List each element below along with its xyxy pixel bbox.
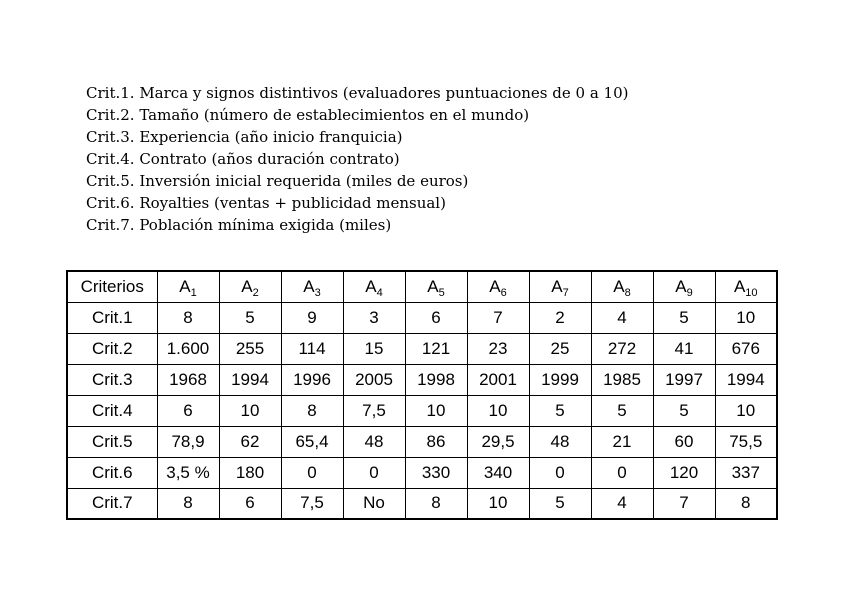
table-cell: 1996 (281, 364, 343, 395)
alternative-letter: A (733, 276, 746, 296)
table-cell: 676 (715, 333, 777, 364)
legend-item-crit-5: Crit.5. Inversión inicial requerida (miles de euros) (86, 172, 469, 190)
table-cell: 21 (591, 426, 653, 457)
alternative-subscript: 2 (252, 286, 259, 299)
table-cell: 10 (715, 302, 777, 333)
table-cell: 10 (467, 488, 529, 519)
row-label: Crit.6 (67, 457, 157, 488)
alternative-subscript: 6 (500, 286, 507, 299)
table-cell: 1994 (715, 364, 777, 395)
table-row (67, 426, 777, 457)
table-cell: 4 (591, 488, 653, 519)
alternative-letter: A (489, 276, 501, 296)
table-cell: 3,5 % (157, 457, 219, 488)
alternative-subscript: 8 (624, 286, 631, 299)
table-cell: 41 (653, 333, 715, 364)
table-cell: 3 (343, 302, 405, 333)
header-alternative (157, 271, 219, 302)
table-cell: No (343, 488, 405, 519)
table-cell: 10 (219, 395, 281, 426)
table-cell: 10 (715, 395, 777, 426)
table-cell: 272 (591, 333, 653, 364)
alternative-letter: A (675, 276, 687, 296)
table-cell: 7,5 (281, 488, 343, 519)
table-cell: 6 (157, 395, 219, 426)
table-cell: 1998 (405, 364, 467, 395)
header-alternative (219, 271, 281, 302)
alternative-letter: A (427, 276, 439, 296)
table-cell: 340 (467, 457, 529, 488)
table-cell: 1985 (591, 364, 653, 395)
table-cell: 120 (653, 457, 715, 488)
alternative-subscript: 7 (562, 286, 569, 299)
alternative-subscript: 1 (190, 286, 197, 299)
alternative-letter: A (613, 276, 625, 296)
table-cell: 8 (157, 302, 219, 333)
table-cell: 1994 (219, 364, 281, 395)
table-cell: 2 (529, 302, 591, 333)
alternative-letter: A (179, 276, 191, 296)
row-label: Crit.4 (67, 395, 157, 426)
table-row (67, 488, 777, 519)
criteria-table (66, 270, 778, 520)
table-cell: 8 (281, 395, 343, 426)
table-cell: 0 (343, 457, 405, 488)
table-cell: 8 (715, 488, 777, 519)
table-cell: 4 (591, 302, 653, 333)
table-cell: 10 (405, 395, 467, 426)
table-cell: 48 (343, 426, 405, 457)
table-cell: 1997 (653, 364, 715, 395)
header-alternative (653, 271, 715, 302)
legend-item-crit-6: Crit.6. Royalties (ventas + publicidad mensual) (86, 194, 446, 212)
legend-item-crit-2: Crit.2. Tamaño (número de establecimientos en el mundo) (86, 106, 530, 124)
alternative-subscript: 4 (376, 286, 383, 299)
table-row (67, 364, 777, 395)
legend-item-crit-4: Crit.4. Contrato (años duración contrato) (86, 150, 400, 168)
legend-item-crit-7: Crit.7. Población mínima exigida (miles) (86, 216, 392, 234)
table-cell: 1968 (157, 364, 219, 395)
table-cell: 62 (219, 426, 281, 457)
header-alternative (281, 271, 343, 302)
table-cell: 121 (405, 333, 467, 364)
table-cell: 25 (529, 333, 591, 364)
table-cell: 6 (219, 488, 281, 519)
table-cell: 8 (405, 488, 467, 519)
table-body (67, 302, 777, 519)
table-cell: 0 (529, 457, 591, 488)
criteria-legend (86, 82, 628, 236)
table-cell: 114 (281, 333, 343, 364)
table-cell: 23 (467, 333, 529, 364)
header-alternative (591, 271, 653, 302)
header-alternative (715, 271, 777, 302)
table-cell: 9 (281, 302, 343, 333)
table-row (67, 395, 777, 426)
table-cell: 5 (529, 395, 591, 426)
table-cell: 1999 (529, 364, 591, 395)
header-alternative (529, 271, 591, 302)
row-label: Crit.3 (67, 364, 157, 395)
row-label: Crit.5 (67, 426, 157, 457)
alternative-subscript: 9 (686, 286, 693, 299)
alternative-subscript: 3 (314, 286, 321, 299)
table-cell: 1.600 (157, 333, 219, 364)
table-cell: 78,9 (157, 426, 219, 457)
alternative-letter: A (303, 276, 315, 296)
table-cell: 5 (591, 395, 653, 426)
row-label: Crit.1 (67, 302, 157, 333)
alternative-letter: A (365, 276, 377, 296)
table-cell: 255 (219, 333, 281, 364)
table-row (67, 457, 777, 488)
table-header-row (67, 271, 777, 302)
table-cell: 10 (467, 395, 529, 426)
table-cell: 8 (157, 488, 219, 519)
table-cell: 29,5 (467, 426, 529, 457)
table-cell: 15 (343, 333, 405, 364)
table-cell: 6 (405, 302, 467, 333)
table-cell: 5 (529, 488, 591, 519)
table-cell: 48 (529, 426, 591, 457)
legend-item-crit-1: Crit.1. Marca y signos distintivos (evaluadores puntuaciones de 0 a 10) (86, 84, 629, 102)
table-cell: 2001 (467, 364, 529, 395)
alternative-subscript: 10 (745, 286, 758, 299)
table-cell: 5 (653, 302, 715, 333)
header-criterios: Criterios (67, 271, 157, 302)
alternative-letter: A (551, 276, 563, 296)
header-alternative (467, 271, 529, 302)
table-cell: 337 (715, 457, 777, 488)
table-cell: 7 (653, 488, 715, 519)
table-cell: 7,5 (343, 395, 405, 426)
table-cell: 330 (405, 457, 467, 488)
table-cell: 75,5 (715, 426, 777, 457)
table-cell: 180 (219, 457, 281, 488)
alternative-letter: A (241, 276, 253, 296)
table-cell: 7 (467, 302, 529, 333)
table-row (67, 302, 777, 333)
table-cell: 5 (219, 302, 281, 333)
row-label: Crit.7 (67, 488, 157, 519)
header-alternative (405, 271, 467, 302)
legend-item-crit-3: Crit.3. Experiencia (año inicio franquicia) (86, 128, 403, 146)
table-cell: 0 (281, 457, 343, 488)
table-cell: 86 (405, 426, 467, 457)
table-cell: 5 (653, 395, 715, 426)
table-cell: 2005 (343, 364, 405, 395)
table-cell: 60 (653, 426, 715, 457)
row-label: Crit.2 (67, 333, 157, 364)
alternative-subscript: 5 (438, 286, 445, 299)
table-row (67, 333, 777, 364)
header-alternative (343, 271, 405, 302)
table-cell: 0 (591, 457, 653, 488)
table-cell: 65,4 (281, 426, 343, 457)
